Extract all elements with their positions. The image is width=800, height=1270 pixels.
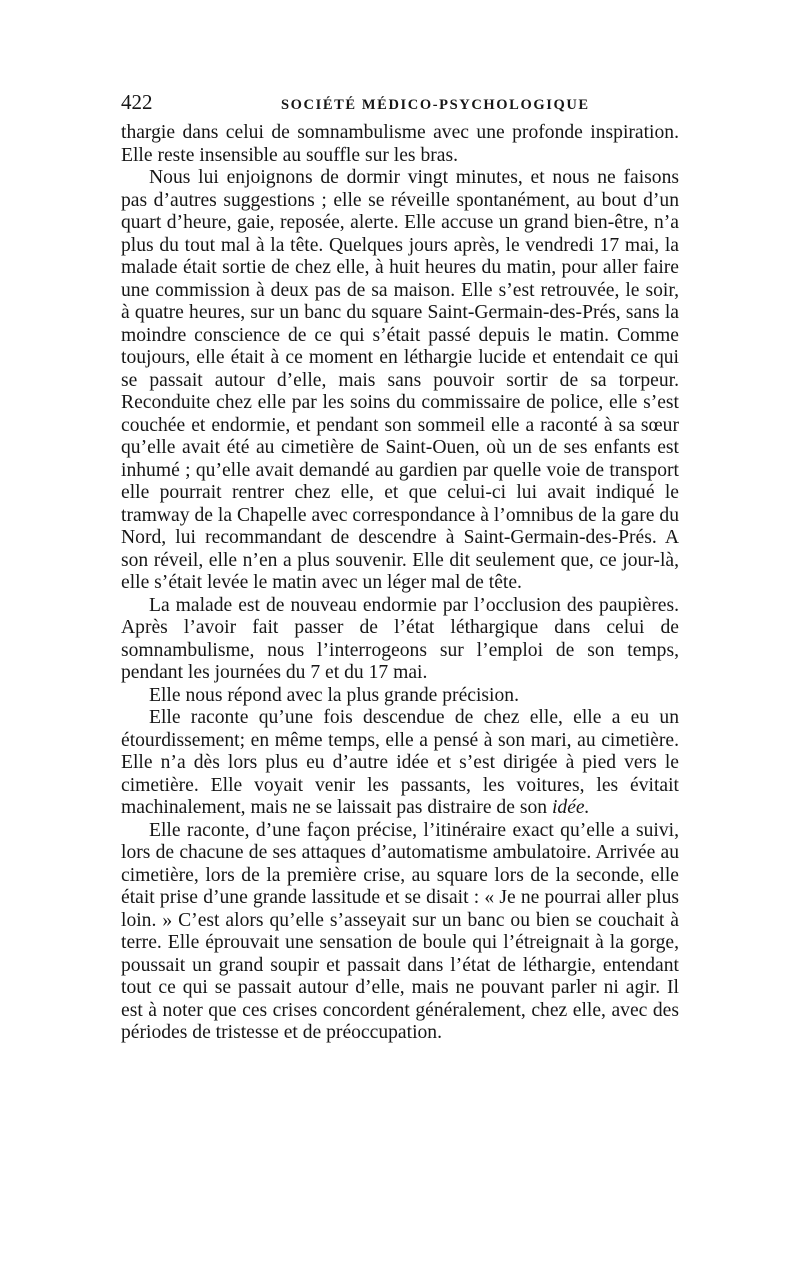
paragraph: La malade est de nouveau endormie par l’occlusion des paupières. Après l’avoir fait passer de l’état léthargique dans celui de somnambulisme, nous l’interrogeons sur l’emploi de son temps, pendant les journées du 7 et du 17 mai.: [121, 594, 679, 683]
paragraph: Elle raconte, d’une façon précise, l’itinéraire exact qu’elle a suivi, lors de chacune de ses attaques d’automatisme ambulatoire. Arrivée au cimetière, lors de la première crise, au square lors de la seconde, elle était prise d’une grande lassitude et se disait : « Je ne pourrai aller plus loin. » C’est alors qu’elle s’asseyait sur un banc ou bien se couchait à terre. Elle éprouvait une sensation de boule qui l’étreignait à la gorge, poussait un grand soupir et passait dans l’état de léthargie, entendant tout ce qui se passait autour d’elle, mais ne pouvant parler ni agir. Il est à noter que ces crises concordent généralement, chez elle, avec des périodes de tristesse et de préoccupation.: [121, 819, 679, 1043]
page-header: [121, 90, 679, 118]
book-page: [121, 90, 679, 1045]
paragraph: thargie dans celui de somnambulisme avec une profonde inspiration. Elle reste insensible au souffle sur les bras.: [121, 122, 679, 166]
paragraph: Nous lui enjoignons de dormir vingt minutes, et nous ne faisons pas d’autres suggestions ; elle se réveille spontanément, au bout d’un quart d’heure, gaie, reposée, alerte. Elle accuse un grand bien-être, n’a plus du tout mal à la tête. Quelques jours après, le vendredi 17 mai, la malade était sortie de chez elle, à huit heures du matin, pour aller faire une commission à deux pas de sa maison. Elle s’est retrouvée, le soir, à quatre heures, sur un banc du square Saint-Germain-des-Prés, sans la moindre conscience de ce qui s’était passé depuis le matin. Comme toujours, elle était à ce moment en léthargie lucide et entendait ce qui se passait autour d’elle, mais sans pouvoir sortir de sa torpeur. Reconduite chez elle par les soins du commissaire de police, elle s’est couchée et endormie, et pendant son sommeil elle a raconté à sa sœur qu’elle avait été au cimetière de Saint-Ouen, où un de ses enfants est inhumé ; qu’elle avait demandé au gardien par quelle voie de transport elle pourrait rentrer chez elle, et que celui-ci lui avait indiqué le tramway de la Chapelle avec correspondance à l’omnibus de la gare du Nord, lui recommandant de descendre à Saint-Germain-des-Prés. A son réveil, elle n’en a plus souvenir. Elle dit seulement que, ce jour-là, elle s’était levée le matin avec un léger mal de tête.: [121, 167, 679, 593]
paragraph-with-italic: [121, 707, 679, 820]
running-head: SOCIÉTÉ MÉDICO-PSYCHOLOGIQUE: [281, 97, 590, 113]
body-text: [121, 122, 679, 1045]
paragraph-text: Elle raconte qu’une fois descendue de chez elle, elle a eu un étourdissement; en même temps, elle a pensé à son mari, au cimetière. Elle n’a dès lors plus eu d’autre idée et s’est dirigée à pied vers le cimetière. Elle voyait venir les passants, les voitures, les évitait machinalement, mais ne se laissait pas distraire de son: [121, 707, 679, 818]
italic-word: idée.: [551, 797, 590, 818]
paragraph: Elle nous répond avec la plus grande précision.: [149, 684, 519, 706]
page-number: 422: [121, 90, 153, 114]
